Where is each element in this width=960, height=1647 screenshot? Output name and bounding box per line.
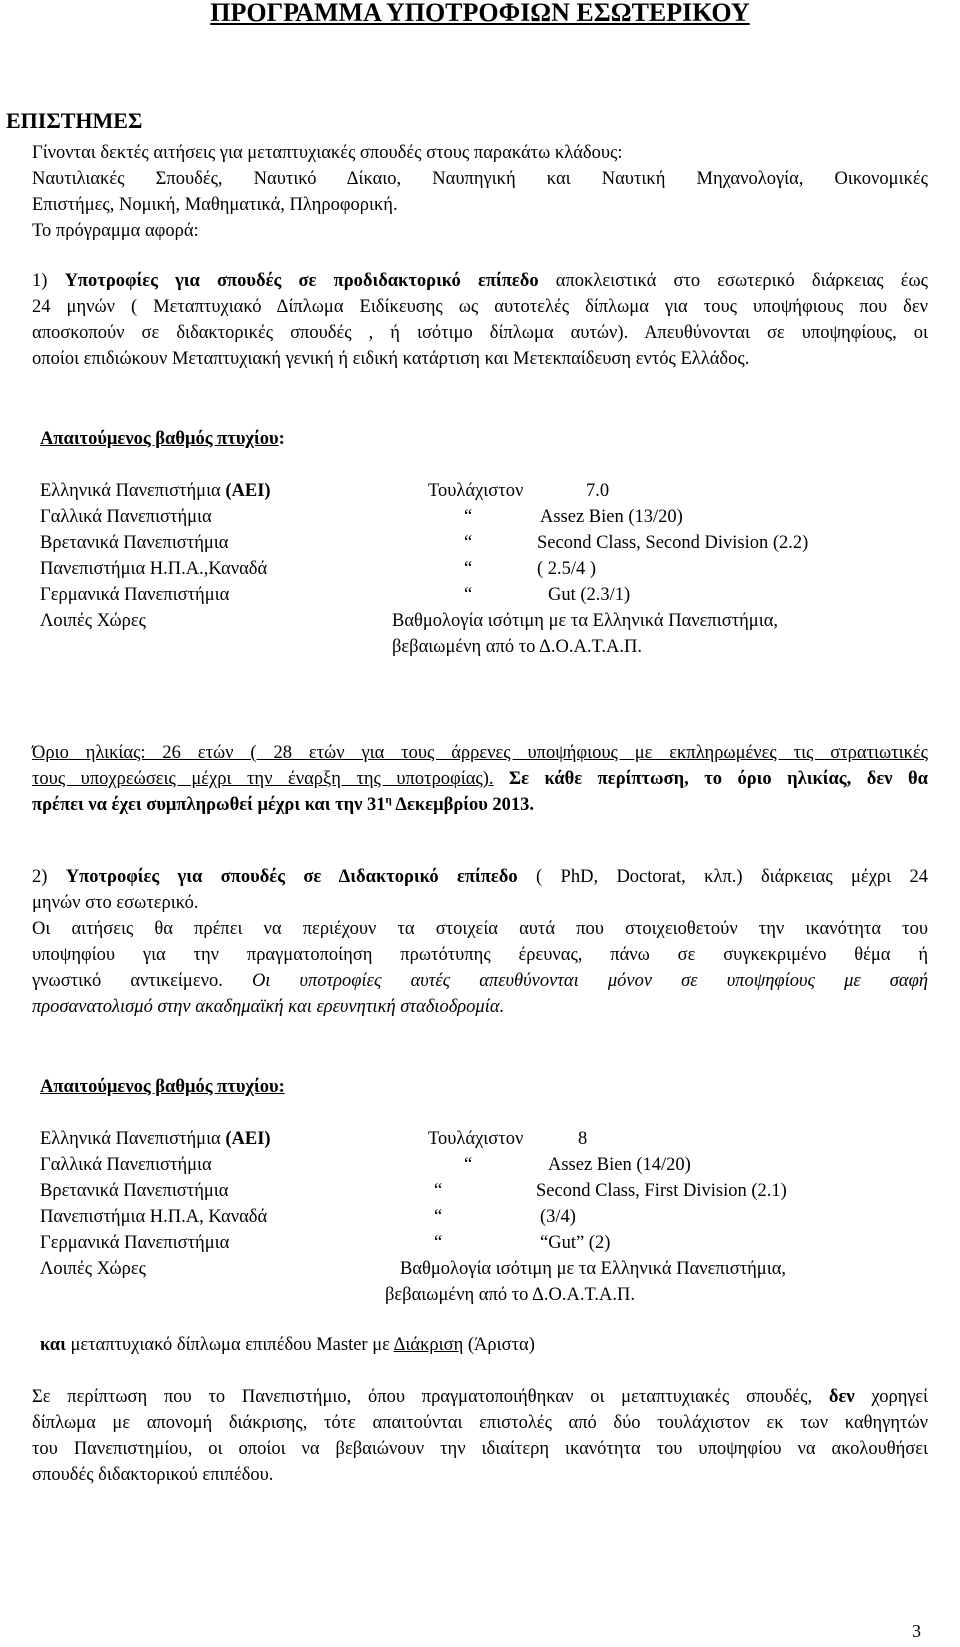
grade1-row-5-mark: “ <box>464 585 473 605</box>
p1-bold: Υποτροφίες για σπουδές σε προδιδακτορικό επίπεδο <box>64 271 539 291</box>
age-line-3: πρέπει να έχει συμπληρωθεί μέχρι και την $31^\eta$ Δεκεμβρίου 2013. <box>32 793 535 815</box>
p2-line-1: 2) Υποτροφίες για σπουδές σε Διδακτορικό επίπεδο ( PhD, Doctorat, κλπ.) διάρκειας μέχρι 24 <box>32 867 928 887</box>
grade2-row-6-value2: βεβαιωμένη από το Δ.Ο.Α.Τ.Α.Π. <box>385 1285 636 1305</box>
grade1-row-6-label: Λοιπές Χώρες <box>40 611 146 631</box>
p2-line-5: γνωστικό αντικείμενο. Οι υποτροφίες αυτές απευθύνονται μόνον σε υποψηφίους με σαφή <box>32 971 929 991</box>
p1-line-4: οποίοι επιδιώκουν Μεταπτυχιακή γενική ή ειδική κατάρτιση και Μετεκπαίδευση εντός Ελλάδος. <box>32 349 750 369</box>
grade2-row-5-label: Γερμανικά Πανεπιστήμια <box>40 1233 230 1253</box>
grade2-row-2-mark: “ <box>464 1155 473 1175</box>
final-line-2: δίπλωμα με απονομή διάκρισης, τότε απαιτούνται επιστολές από δύο τουλάχιστον εκ των καθηγητών <box>32 1413 928 1433</box>
grade1-row-3-label: Βρετανικά Πανεπιστήμια <box>40 533 229 553</box>
final-line-1: Σε περίπτωση που το Πανεπιστήμιο, όπου πραγματοποιήθηκαν οι μεταπτυχιακές σπουδές, δεν χορηγεί <box>32 1387 928 1407</box>
p2-line-6: προσανατολισμό στην ακαδημαϊκή και ερευνητική σταδιοδρομία. <box>32 997 505 1017</box>
age-line-1: Όριο ηλικίας: 26 ετών ( 28 ετών για τους άρρενες υποψήφιους με εκπληρωμένες τις στρατιωτικές <box>32 743 928 763</box>
p1-line-3: αποσκοπούν σε διδακτορικές σπουδές , ή ισότιμο δίπλωμα αυτών). Απευθύνονται σε υποψηφίους, οι <box>32 323 928 343</box>
grade1-row-6-value2: βεβαιωμένη από το Δ.Ο.Α.Τ.Α.Π. <box>392 637 643 657</box>
grade1-row-1-mark: Τουλάχιστον <box>428 481 524 501</box>
grade1-row-3-mark: “ <box>464 533 473 553</box>
intro-line-1: Γίνονται δεκτές αιτήσεις για μεταπτυχιακές σπουδές στους παρακάτω κλάδους: <box>32 143 623 163</box>
grade2-row-6-label: Λοιπές Χώρες <box>40 1259 146 1279</box>
grade1-row-1-label: Ελληνικά Πανεπιστήμια (ΑΕΙ) <box>40 481 271 501</box>
page-number: 3 <box>912 1621 921 1641</box>
grade2-row-1-mark: Τουλάχιστον <box>428 1129 524 1149</box>
grade1-row-6-value: Βαθμολογία ισότιμη με τα Ελληνικά Πανεπιστήμια, <box>392 611 779 631</box>
grade1-row-1-value: 7.0 <box>586 481 610 501</box>
grade2-row-5-mark: “ <box>434 1233 443 1253</box>
grade2-row-6-value: Βαθμολογία ισότιμη με τα Ελληνικά Πανεπιστήμια, <box>400 1259 787 1279</box>
grade2-row-3-label: Βρετανικά Πανεπιστήμια <box>40 1181 229 1201</box>
grade1-row-4-label: Πανεπιστήμια Η.Π.Α.,Καναδά <box>40 559 268 579</box>
final-line-3: του Πανεπιστημίου, οι οποίοι να βεβαιώνουν την ιδιαίτερη ικανότητα του υποψηφίου να ακολουθήσει <box>32 1439 928 1459</box>
grade2-row-2-label: Γαλλικά Πανεπιστήμια <box>40 1155 212 1175</box>
age-line-2: τους υποχρεώσεις μέχρι την έναρξη της υποτροφίας). Σε κάθε περίπτωση, το όριο ηλικίας, δεν θα <box>32 769 928 789</box>
grade1-heading: Απαιτούμενος βαθμός πτυχίου: <box>40 429 285 449</box>
p2-line-4: υποψηφίου για την πραγματοποίηση πρωτότυπης έρευνας, πάνω σε συγκεκριμένο θέμα ή <box>32 945 928 965</box>
p2-bold: Υποτροφίες για σπουδές σε Διδακτορικό επίπεδο <box>65 867 518 887</box>
section-heading: ΕΠΙΣΤΗΜΕΣ <box>6 108 143 133</box>
grade2-row-3-value: Second Class, First Division (2.1) <box>536 1181 787 1201</box>
grade2-row-2-value: Assez Bien (14/20) <box>548 1155 691 1175</box>
intro-line-2: Ναυτιλιακές Σπουδές, Ναυτικό Δίκαιο, Ναυπηγική και Ναυτική Μηχανολογία, Οικονομικές <box>32 169 928 189</box>
p2-line-3: Οι αιτήσεις θα πρέπει να περιέχουν τα στοιχεία αυτά που στοιχειοθετούν την ικανότητα του <box>32 919 928 939</box>
grade2-row-3-mark: “ <box>434 1181 443 1201</box>
master-requirement: και μεταπτυχιακό δίπλωμα επιπέδου Master με Διάκριση (Άριστα) <box>40 1335 535 1355</box>
grade1-row-2-label: Γαλλικά Πανεπιστήμια <box>40 507 212 527</box>
intro-line-3: Επιστήμες, Νομική, Μαθηματικά, Πληροφορική. <box>32 195 398 215</box>
p2-line-2: μηνών στο εσωτερικό. <box>32 893 199 913</box>
grade2-row-5-value: “Gut” (2) <box>540 1233 611 1253</box>
p1-line-1: 1) Υποτροφίες για σπουδές σε προδιδακτορικό επίπεδο αποκλειστικά στο εσωτερικό διάρκειας έως <box>32 271 928 291</box>
grade2-row-1-label: Ελληνικά Πανεπιστήμια (ΑΕΙ) <box>40 1129 271 1149</box>
grade2-row-4-value: (3/4) <box>540 1207 576 1227</box>
intro-line-4: Το πρόγραμμα αφορά: <box>32 221 199 241</box>
grade1-row-4-value: ( 2.5/4 ) <box>537 559 597 579</box>
p1-line-2: 24 μηνών ( Μεταπτυχιακό Δίπλωμα Ειδίκευσης ως αυτοτελές δίπλωμα για τους υποψήφιους που δεν <box>32 297 928 317</box>
grade1-row-2-mark: “ <box>464 507 473 527</box>
page-title: ΠΡΟΓΡΑΜΜΑ ΥΠΟΤΡΟΦΙΩΝ ΕΣΩΤΕΡΙΚΟΥ <box>210 0 750 27</box>
grade2-row-4-label: Πανεπιστήμια Η.Π.Α, Καναδά <box>40 1207 268 1227</box>
grade2-row-1-value: 8 <box>578 1129 588 1149</box>
grade1-row-5-label: Γερμανικά Πανεπιστήμια <box>40 585 230 605</box>
grade1-row-2-value: Assez Bien (13/20) <box>540 507 683 527</box>
grade1-row-5-value: Gut (2.3/1) <box>548 585 631 605</box>
grade2-row-4-mark: “ <box>434 1207 443 1227</box>
grade2-heading: Απαιτούμενος βαθμός πτυχίου: <box>40 1077 285 1097</box>
grade1-row-3-value: Second Class, Second Division (2.2) <box>537 533 809 553</box>
grade1-row-4-mark: “ <box>464 559 473 579</box>
final-line-4: σπουδές διδακτορικού επιπέδου. <box>32 1465 274 1485</box>
